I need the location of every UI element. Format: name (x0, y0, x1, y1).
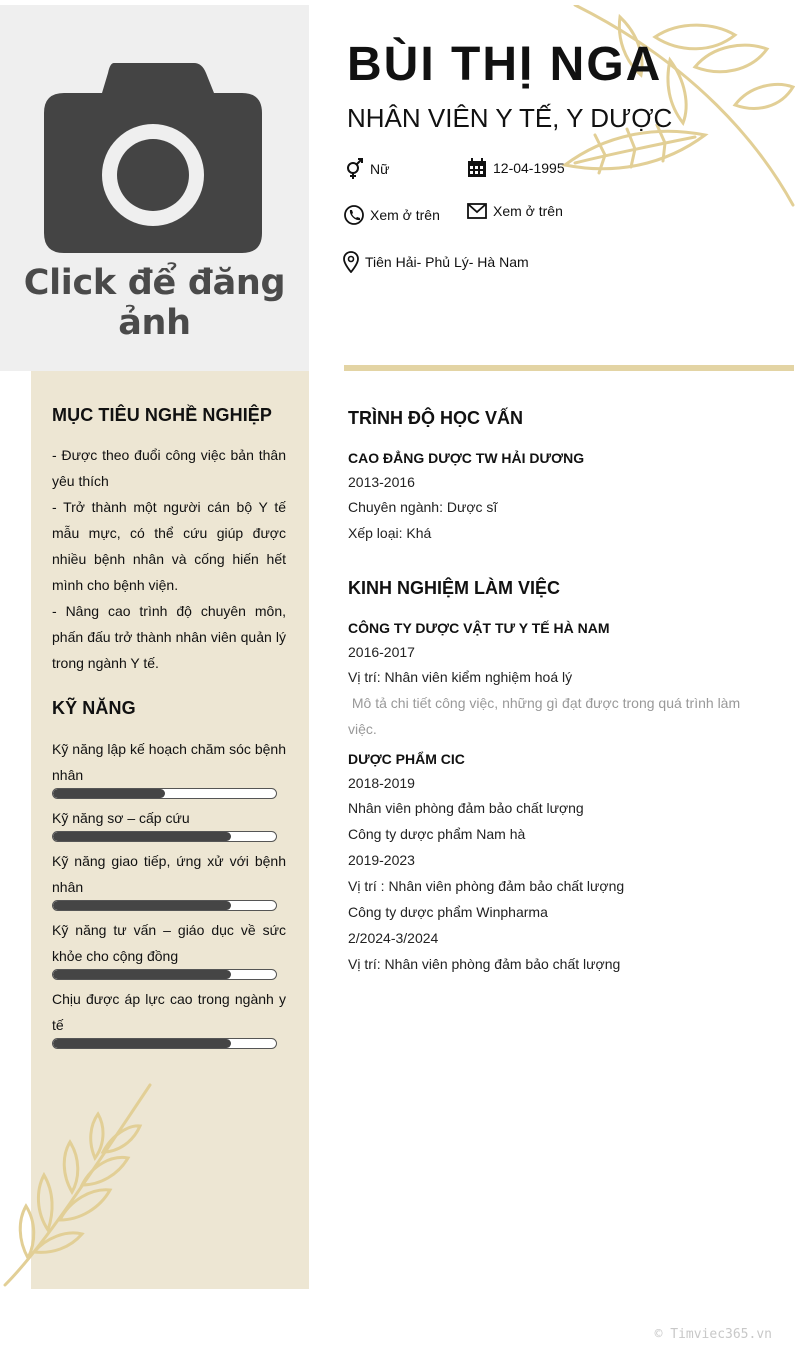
photo-upload[interactable] (0, 5, 309, 371)
leaf-decoration-left (0, 1080, 160, 1290)
experience-line: 2/2024-3/2024 (348, 930, 439, 946)
experience-line: Nhân viên phòng đảm bảo chất lượng (348, 800, 584, 816)
phone-value: Xem ở trên (370, 207, 440, 223)
skill-name: Kỹ năng tư vấn – giáo dục về sức khỏe cho cộng đồng (52, 922, 286, 964)
skill-name: Kỹ năng giao tiếp, ứng xử với bệnh nhân (52, 853, 286, 895)
skill-name: Chịu được áp lực cao trong ngành y tế (52, 991, 286, 1033)
education-grade: Xếp loại: Khá (348, 525, 432, 541)
skill-name: Kỹ năng lập kế hoạch chăm sóc bệnh nhân (52, 741, 286, 783)
skill-bar-fill (53, 789, 165, 798)
email-value: Xem ở trên (493, 203, 563, 219)
skill-bar-fill (53, 1039, 231, 1048)
header-divider (344, 365, 794, 371)
skill-bar (52, 969, 277, 980)
company-name: CÔNG TY DƯỢC VẬT TƯ Y TẾ HÀ NAM (348, 620, 610, 636)
education-period: 2013-2016 (348, 474, 415, 490)
address-value: Tiên Hải- Phủ Lý- Hà Nam (365, 254, 529, 270)
email-info (467, 203, 563, 219)
objective-line: - Trở thành một người cán bộ Y tế mẫu mực, có thể cứu giúp được nhiều bệnh nhân và cống hiến hết mình cho bệnh viện. (52, 499, 286, 593)
objective-title: MỤC TIÊU NGHỀ NGHIỆP (52, 405, 273, 425)
gender-icon (344, 158, 364, 180)
gender-value: Nữ (370, 161, 390, 177)
company-name: DƯỢC PHẨM CIC (348, 751, 465, 767)
experience-line: Vị trí: Nhân viên phòng đảm bảo chất lượng (348, 956, 621, 972)
objective-text (52, 442, 286, 676)
objective-line: - Được theo đuổi công việc bản thân yêu thích (52, 447, 286, 489)
experience-line: 2018-2019 (348, 775, 415, 791)
experience-line: Vị trí : Nhân viên phòng đảm bảo chất lượng (348, 878, 625, 894)
skill-bar-fill (53, 970, 231, 979)
candidate-name: BÙI THỊ NGA (347, 38, 663, 91)
phone-icon (344, 205, 364, 225)
phone-info (344, 205, 440, 225)
education-title: TRÌNH ĐỘ HỌC VẤN (348, 408, 523, 428)
experience-description: việc. (348, 721, 377, 737)
location-icon (343, 251, 359, 273)
birthdate-info (467, 158, 565, 178)
skill-bar (52, 831, 277, 842)
experience-description: Mô tả chi tiết công việc, những gì đạt được trong quá trình làm (348, 695, 741, 711)
experience-line: Công ty dược phẩm Nam hà (348, 826, 526, 842)
experience-line: Công ty dược phẩm Winpharma (348, 904, 548, 920)
skill-bar (52, 900, 277, 911)
photo-caption: Click để đăng ảnh (23, 263, 286, 343)
experience-title: KINH NGHIỆM LÀM VIỆC (348, 578, 561, 598)
skill-bar-fill (53, 832, 231, 841)
experience-line: 2019-2023 (348, 852, 415, 868)
birthdate-value: 12-04-1995 (493, 160, 565, 176)
gender-info (344, 158, 389, 180)
experience-position: Vị trí: Nhân viên kiểm nghiệm hoá lý (348, 669, 573, 685)
education-major: Chuyên ngành: Dược sĩ (348, 499, 498, 515)
skills-title: KỸ NĂNG (52, 698, 136, 718)
skill-bar (52, 788, 277, 799)
school-name: CAO ĐẲNG DƯỢC TW HẢI DƯƠNG (348, 450, 585, 466)
calendar-icon (467, 158, 487, 178)
job-title: NHÂN VIÊN Y TẾ, Y DƯỢC (347, 103, 673, 133)
skill-bar-fill (53, 901, 231, 910)
address-info (343, 251, 529, 273)
email-icon (467, 203, 487, 219)
objective-line: - Nâng cao trình độ chuyên môn, phấn đấu trở thành nhân viên quản lý trong ngành Y tế. (52, 603, 286, 671)
experience-period: 2016-2017 (348, 644, 415, 660)
skill-bar (52, 1038, 277, 1049)
watermark: © Timviec365.vn (654, 1327, 772, 1342)
skill-name: Kỹ năng sơ – cấp cứu (52, 810, 190, 826)
camera-icon (44, 63, 262, 253)
